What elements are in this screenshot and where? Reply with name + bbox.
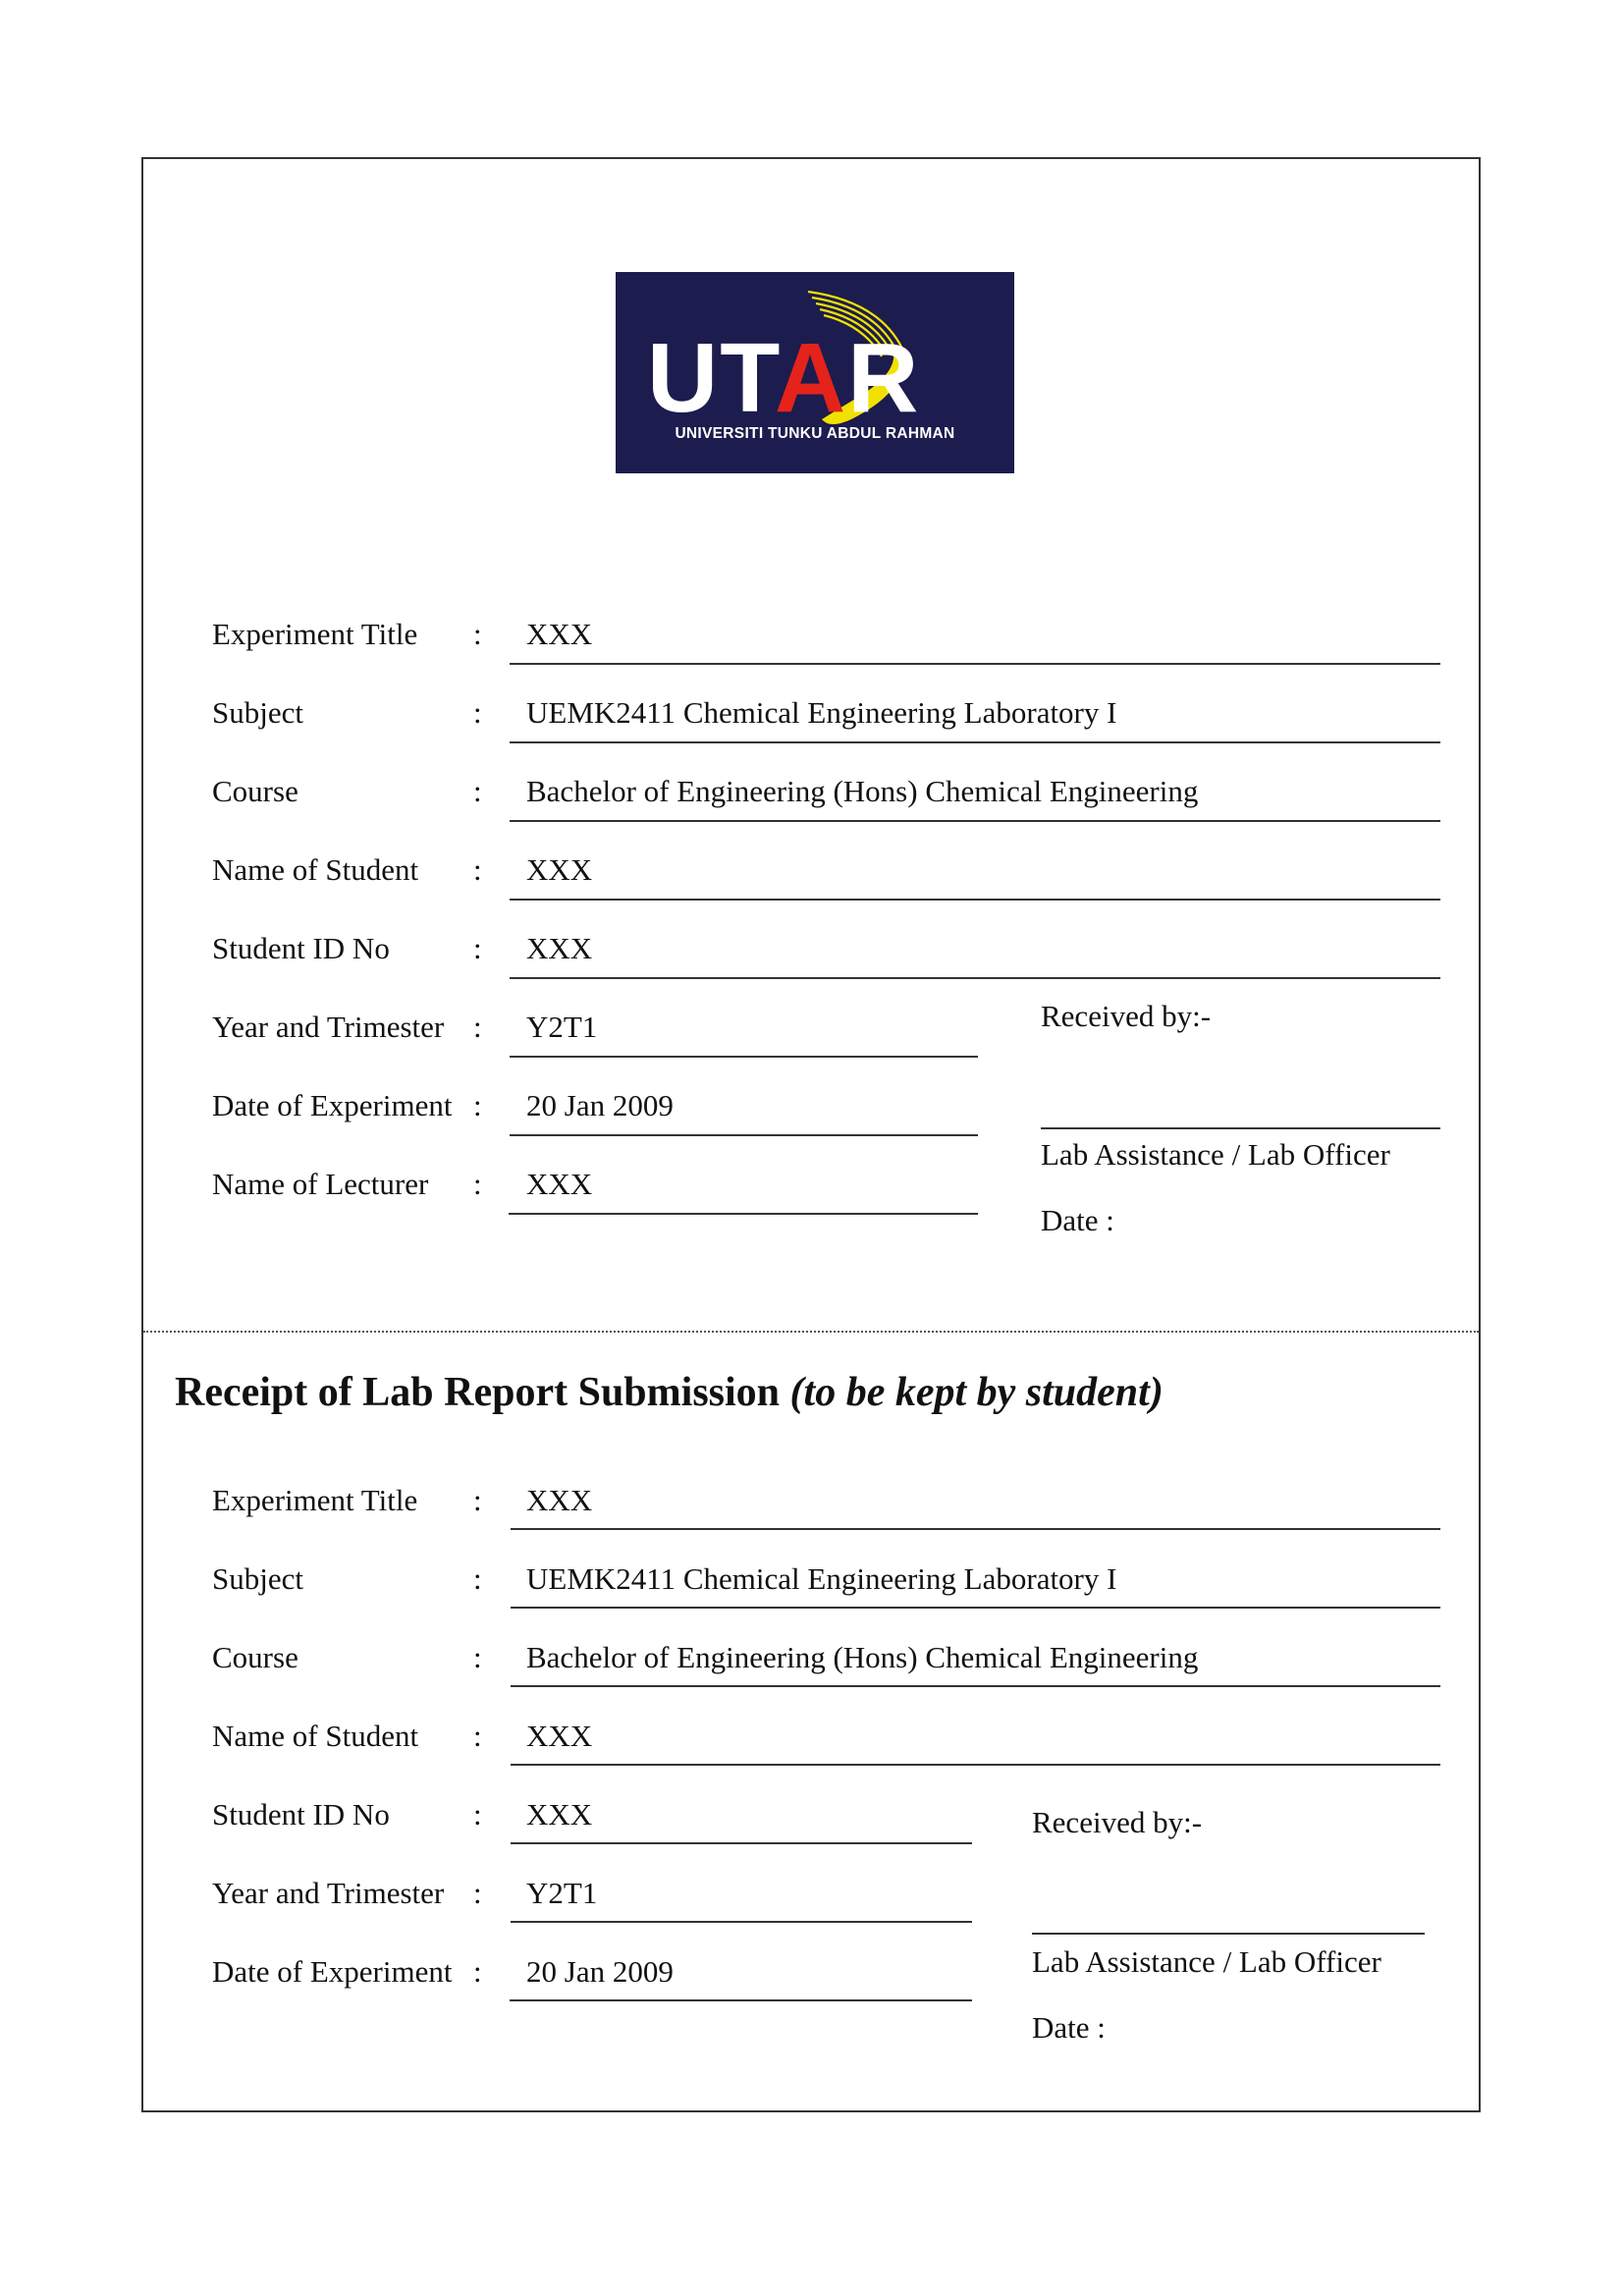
field-underline (510, 977, 1440, 979)
field-underline (511, 1764, 1440, 1766)
field-label: Name of Student (212, 1719, 419, 1753)
field-underline (510, 1056, 978, 1058)
signatory-label: Lab Assistance / Lab Officer (1032, 1944, 1381, 1979)
logo-wordmark: UTAR (647, 323, 921, 433)
field-colon: : (473, 1561, 482, 1596)
field-colon: : (473, 931, 482, 965)
field-underline (510, 820, 1440, 822)
field-value[interactable]: XXX (526, 1167, 593, 1201)
field-value[interactable]: Bachelor of Engineering (Hons) Chemical Engineering (526, 774, 1199, 808)
field-label: Date of Experiment (212, 1088, 453, 1122)
field-value[interactable]: XXX (526, 931, 593, 965)
receipt-heading-note: (to be kept by student) (789, 1370, 1164, 1415)
field-label: Course (212, 774, 298, 808)
received-by-label: Received by:- (1041, 999, 1212, 1033)
field-colon: : (473, 1876, 482, 1910)
signature-line[interactable] (1032, 1933, 1425, 1935)
field-underline (510, 741, 1440, 743)
field-colon: : (473, 1719, 482, 1753)
field-underline (509, 1213, 978, 1215)
field-label: Student ID No (212, 931, 390, 965)
date-label: Date : (1032, 2010, 1106, 2045)
field-underline (510, 1134, 978, 1136)
field-colon: : (473, 617, 482, 651)
field-colon: : (473, 1797, 482, 1831)
field-value[interactable]: UEMK2411 Chemical Engineering Laboratory I (526, 695, 1117, 730)
logo-subtitle: UNIVERSITI TUNKU ABDUL RAHMAN (675, 425, 955, 442)
field-colon: : (473, 1640, 482, 1674)
field-underline (511, 1685, 1440, 1687)
field-value[interactable]: Y2T1 (526, 1876, 598, 1910)
field-colon: : (473, 774, 482, 808)
field-value[interactable]: XXX (526, 1797, 593, 1831)
field-colon: : (473, 1167, 482, 1201)
field-label: Name of Lecturer (212, 1167, 429, 1201)
field-underline (510, 1999, 972, 2001)
signature-line[interactable] (1041, 1127, 1440, 1129)
receipt-heading-main: Receipt of Lab Report Submission (175, 1370, 781, 1415)
field-underline (511, 1921, 972, 1923)
field-colon: : (473, 695, 482, 730)
field-label: Year and Trimester (212, 1876, 445, 1910)
receipt-heading (175, 1372, 1164, 1413)
field-value[interactable]: UEMK2411 Chemical Engineering Laboratory I (526, 1561, 1117, 1596)
field-colon: : (473, 1954, 482, 1989)
field-value[interactable]: Y2T1 (526, 1010, 598, 1044)
received-by-label: Received by:- (1032, 1805, 1203, 1839)
field-label: Experiment Title (212, 617, 418, 651)
field-value[interactable]: XXX (526, 1483, 593, 1517)
field-value[interactable]: 20 Jan 2009 (526, 1954, 674, 1989)
field-label: Experiment Title (212, 1483, 418, 1517)
field-colon: : (473, 852, 482, 887)
field-underline (511, 1842, 972, 1844)
field-underline (510, 663, 1440, 665)
field-value[interactable]: XXX (526, 852, 593, 887)
field-label: Student ID No (212, 1797, 390, 1831)
field-value[interactable]: XXX (526, 1719, 593, 1753)
field-colon: : (473, 1010, 482, 1044)
field-label: Course (212, 1640, 298, 1674)
utar-logo (616, 272, 1014, 473)
field-label: Subject (212, 695, 303, 730)
field-value[interactable]: 20 Jan 2009 (526, 1088, 674, 1122)
field-label: Date of Experiment (212, 1954, 453, 1989)
field-colon: : (473, 1483, 482, 1517)
field-label: Name of Student (212, 852, 419, 887)
date-label: Date : (1041, 1203, 1114, 1237)
field-value[interactable]: Bachelor of Engineering (Hons) Chemical Engineering (526, 1640, 1199, 1674)
field-colon: : (473, 1088, 482, 1122)
field-label: Year and Trimester (212, 1010, 445, 1044)
cut-line-separator (143, 1331, 1479, 1333)
field-label: Subject (212, 1561, 303, 1596)
signatory-label: Lab Assistance / Lab Officer (1041, 1137, 1390, 1172)
field-underline (510, 899, 1440, 901)
field-underline (511, 1607, 1440, 1609)
field-value[interactable]: XXX (526, 617, 593, 651)
field-underline (511, 1528, 1440, 1530)
